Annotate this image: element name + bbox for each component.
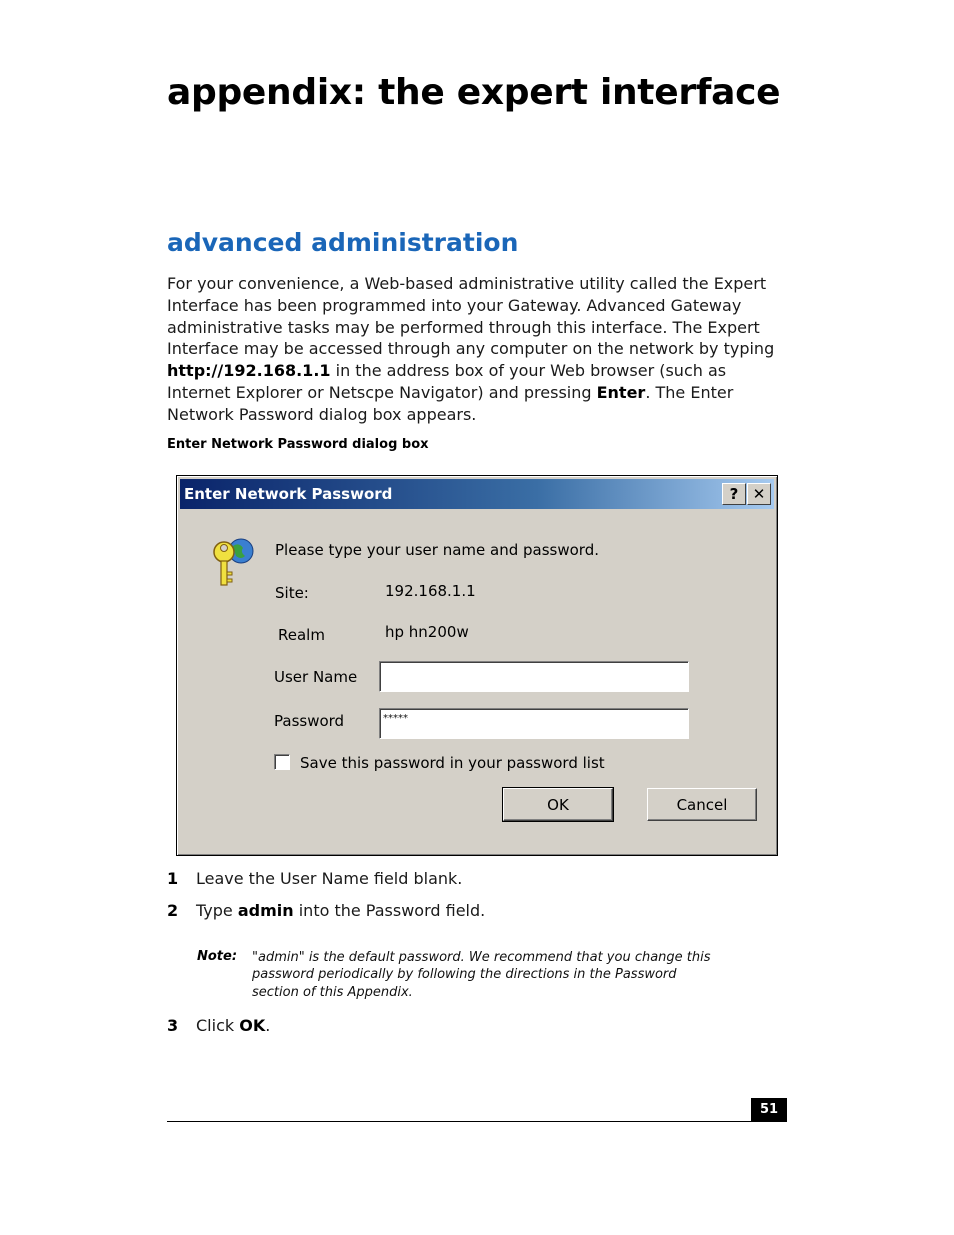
save-password-checkbox[interactable] bbox=[274, 754, 290, 770]
intro-paragraph bbox=[167, 273, 787, 426]
note-text: "admin" is the default password. We recommend that you change this password periodically by following the directions in the Password section of this Appendix. bbox=[252, 950, 711, 1000]
realm-value: hp hn200w bbox=[385, 623, 469, 641]
key-globe-icon bbox=[211, 534, 257, 590]
step-text-post: into the Password field. bbox=[293, 901, 486, 920]
help-button[interactable]: ? bbox=[722, 483, 746, 505]
password-label: Password bbox=[274, 712, 345, 730]
step-number: 3 bbox=[167, 1016, 179, 1035]
note-label: Note: bbox=[197, 949, 238, 964]
intro-text-2: in the address box of your Web browser (such as Internet Explorer or Netscpe Navigator) and pressing bbox=[167, 361, 727, 402]
footer-rule bbox=[167, 1121, 787, 1122]
step-3 bbox=[167, 1016, 270, 1035]
section-heading: advanced administration bbox=[167, 228, 519, 257]
intro-text-3: . The Enter Network Password dialog box appears. bbox=[167, 382, 734, 424]
realm-label: Realm bbox=[278, 626, 325, 644]
figure-caption: Enter Network Password dialog box bbox=[167, 437, 429, 452]
site-label: Site: bbox=[275, 584, 309, 602]
step-text-bold: admin bbox=[237, 901, 294, 920]
step-2 bbox=[167, 901, 485, 920]
password-input[interactable]: ***** bbox=[379, 708, 689, 739]
close-button[interactable] bbox=[747, 483, 771, 505]
username-input[interactable] bbox=[379, 661, 689, 692]
enter-network-password-dialog bbox=[176, 475, 778, 856]
cancel-button[interactable]: Cancel bbox=[647, 788, 757, 821]
page-number: 51 bbox=[751, 1098, 787, 1122]
page-title: appendix: the expert interface bbox=[167, 72, 781, 113]
step-number: 1 bbox=[167, 869, 179, 888]
intro-enter-key: Enter bbox=[596, 382, 646, 402]
step-number: 2 bbox=[167, 901, 179, 920]
save-password-label: Save this password in your password list bbox=[300, 754, 605, 772]
dialog-title: Enter Network Password bbox=[184, 485, 393, 503]
close-icon: ✕ bbox=[752, 485, 766, 503]
dialog-prompt: Please type your user name and password. bbox=[275, 541, 599, 559]
step-text-pre: Type bbox=[196, 901, 238, 920]
intro-text-1: For your convenience, a Web-based administrative utility called the Expert Interface has been programmed into your Gateway. Advanced Gateway administrative tasks may be performed through this interface. The Expert Interface may be accessed through any computer on the network by typing bbox=[167, 274, 775, 359]
intro-url: http://192.168.1.1 bbox=[167, 361, 331, 381]
site-value: 192.168.1.1 bbox=[385, 582, 476, 600]
ok-button[interactable]: OK bbox=[503, 788, 613, 821]
step-text-pre: Click bbox=[196, 1016, 240, 1035]
step-text-bold: OK bbox=[239, 1016, 266, 1035]
step-1 bbox=[167, 869, 462, 888]
step-text-post: . bbox=[265, 1016, 271, 1035]
step-text: Leave the User Name field blank. bbox=[196, 869, 463, 888]
dialog-titlebar bbox=[180, 479, 774, 509]
username-label: User Name bbox=[274, 668, 358, 686]
